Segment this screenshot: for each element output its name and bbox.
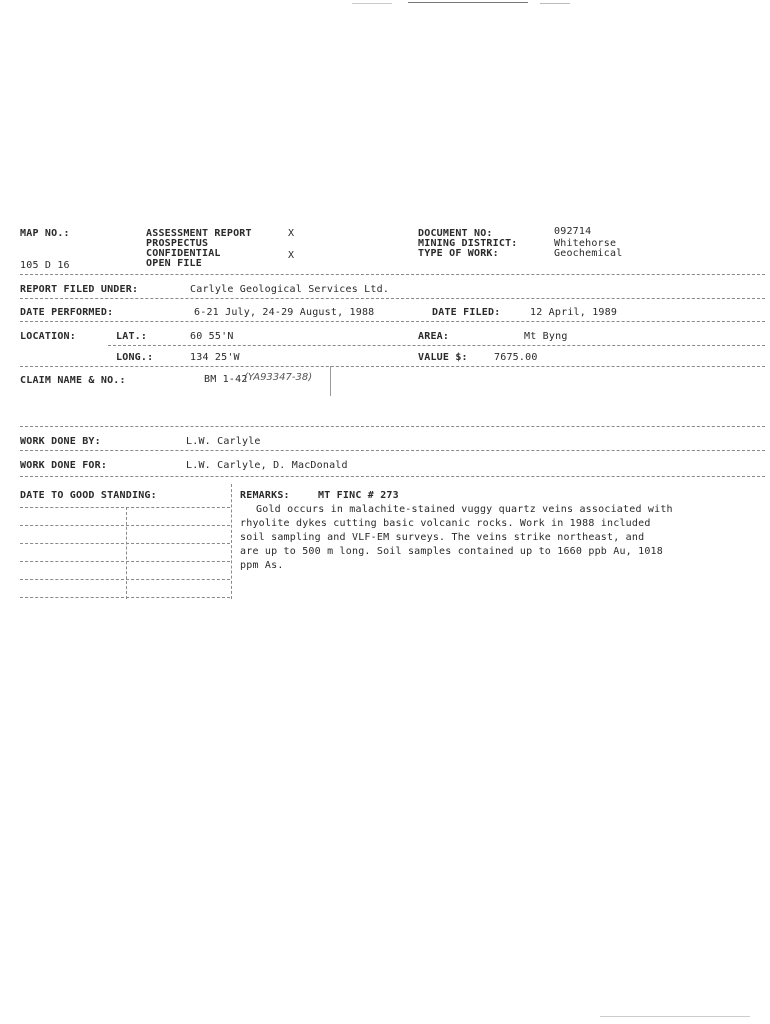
pen-mark — [330, 366, 331, 396]
standing-row-line — [20, 579, 230, 580]
area-value: Mt Byng — [524, 331, 568, 342]
claim-handwritten-note: (YA93347-38) — [244, 372, 313, 383]
mining-district-value: Whitehorse — [554, 238, 617, 249]
good-standing-label: DATE TO GOOD STANDING: — [20, 490, 157, 501]
standing-row-line — [20, 507, 230, 508]
remarks-line: are up to 500 m long. Soil samples contained up to 1660 ppb Au, 1018 — [240, 546, 663, 557]
document-no-label: DOCUMENT NO: — [418, 228, 493, 239]
scan-artifact — [352, 3, 392, 4]
remarks-line: Gold occurs in malachite-stained vuggy quartz veins associated with — [256, 504, 673, 515]
remarks-line: ppm As. — [240, 560, 284, 571]
claim-value: BM 1-42 — [204, 374, 248, 385]
divider — [20, 366, 765, 367]
scan-artifact — [540, 3, 570, 4]
area-label: AREA: — [418, 331, 450, 342]
work-done-for-value: L.W. Carlyle, D. MacDonald — [186, 460, 348, 471]
date-performed-label: DATE PERFORMED: — [20, 307, 114, 318]
document-no-value: 092714 — [554, 226, 592, 237]
remarks-line: rhyolite dykes cutting basic volcanic rocks. Work in 1988 included — [240, 518, 651, 529]
divider — [20, 298, 765, 299]
work-done-for-label: WORK DONE FOR: — [20, 460, 108, 471]
standing-row-line — [20, 525, 230, 526]
remarks-heading: MT FINC # 273 — [318, 490, 399, 501]
divider — [20, 321, 765, 322]
map-no-label: MAP NO.: — [20, 228, 70, 239]
date-performed-value: 6-21 July, 24-29 August, 1988 — [194, 307, 375, 318]
lat-label: LAT.: — [116, 331, 148, 342]
report-type-assessment-mark: X — [288, 228, 295, 239]
standing-box-border — [231, 484, 232, 599]
long-value: 134 25'W — [190, 352, 240, 363]
date-filed-value: 12 April, 1989 — [530, 307, 618, 318]
divider — [20, 476, 765, 477]
standing-column-line — [126, 507, 127, 599]
filed-under-label: REPORT FILED UNDER: — [20, 284, 139, 295]
standing-row-line — [20, 543, 230, 544]
location-label: LOCATION: — [20, 331, 76, 342]
divider — [20, 450, 765, 451]
report-type-prospectus: PROSPECTUS — [146, 238, 209, 249]
report-type-assessment: ASSESSMENT REPORT — [146, 228, 252, 239]
claim-label: CLAIM NAME & NO.: — [20, 375, 126, 386]
remarks-label: REMARKS: — [240, 490, 290, 501]
report-type-open-file: OPEN FILE — [146, 258, 202, 269]
type-of-work-value: Geochemical — [554, 248, 623, 259]
value-amount: 7675.00 — [494, 352, 538, 363]
map-no-value: 105 D 16 — [20, 260, 70, 271]
value-label: VALUE $: — [418, 352, 468, 363]
standing-row-line — [20, 561, 230, 562]
date-filed-label: DATE FILED: — [432, 307, 501, 318]
divider — [20, 274, 765, 275]
work-done-by-label: WORK DONE BY: — [20, 436, 101, 447]
divider — [108, 345, 765, 346]
scan-artifact — [408, 2, 528, 3]
lat-value: 60 55'N — [190, 331, 234, 342]
report-type-confidential: CONFIDENTIAL — [146, 248, 221, 259]
report-type-confidential-mark: X — [288, 250, 295, 261]
standing-row-line — [20, 597, 230, 598]
filed-under-value: Carlyle Geological Services Ltd. — [190, 284, 390, 295]
mining-district-label: MINING DISTRICT: — [418, 238, 518, 249]
remarks-line: soil sampling and VLF-EM surveys. The veins strike northeast, and — [240, 532, 645, 543]
divider — [20, 426, 765, 427]
work-done-by-value: L.W. Carlyle — [186, 436, 261, 447]
scan-artifact — [600, 1016, 750, 1017]
long-label: LONG.: — [116, 352, 154, 363]
type-of-work-label: TYPE OF WORK: — [418, 248, 499, 259]
